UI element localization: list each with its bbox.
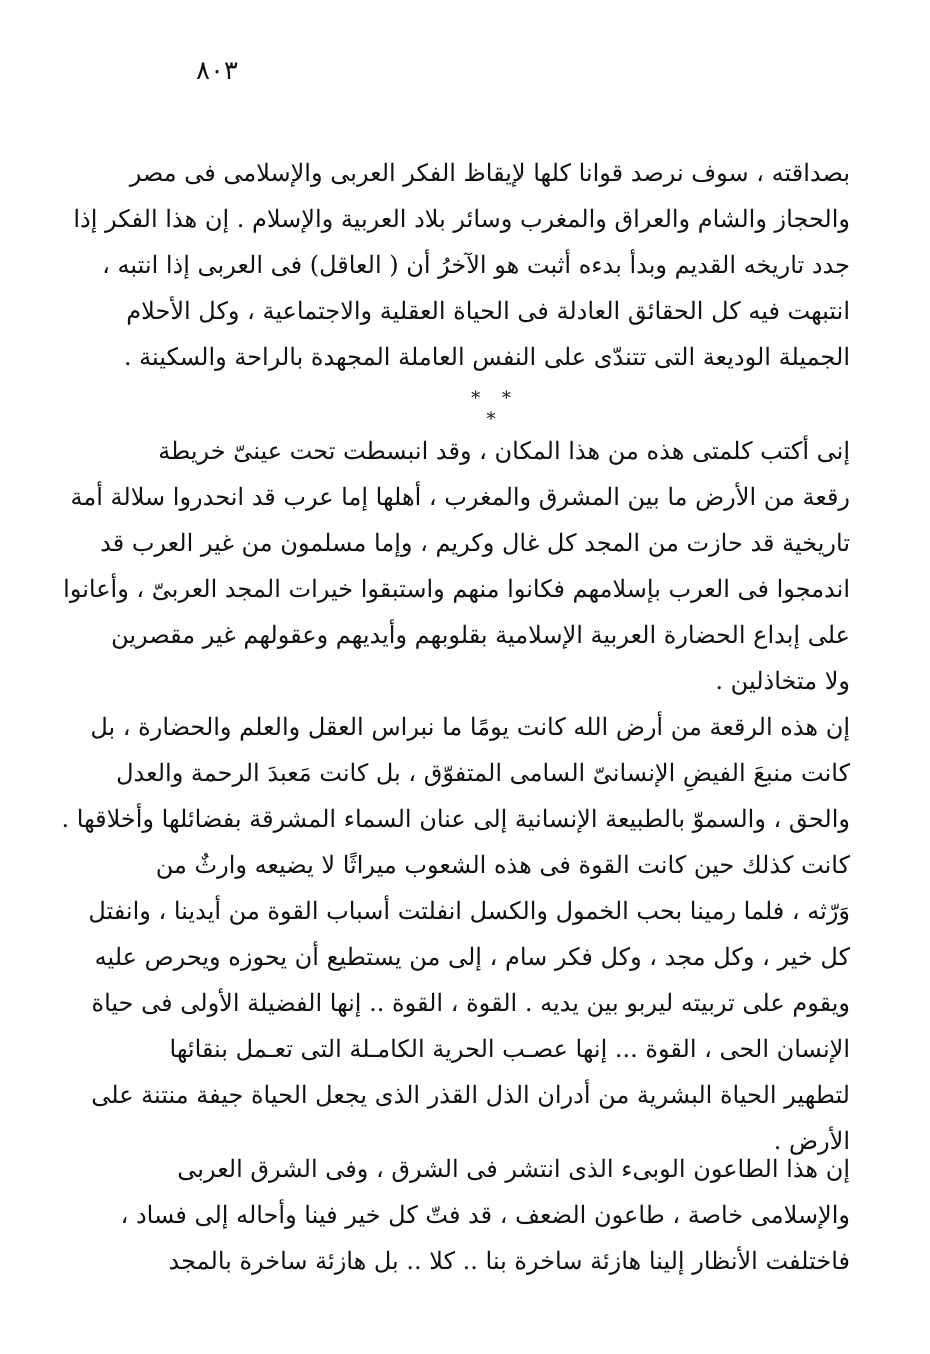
paragraph-line: وَرّثه ، فلما رمينا بحب الخمول والكسل انفلتت أسباب القوة من أيدينا ، وانفتل <box>88 897 850 925</box>
paragraph-line: ولا متخاذلين . <box>715 667 850 695</box>
paragraph-line: فاختلفت الأنظار إلينا هازئة ساخرة بنا .. كلا .. بل هازئة ساخرة بالمجد <box>168 1247 850 1275</box>
paragraph-line: والإسلامى خاصة ، طاعون الضعف ، قد فتّ كل خير فينا وأحاله إلى فساد ، <box>120 1201 850 1229</box>
paragraph-line: رقعة من الأرض ما بين المشرق والمغرب ، أهلها إما عرب قد انحدروا سلالة أمة <box>70 483 850 511</box>
paragraph-line: الأرض . <box>773 1127 850 1155</box>
paragraph-line: كل خير ، وكل مجد ، وكل فكر سام ، إلى من يستطيع أن يحوزه ويحرص عليه <box>94 943 850 971</box>
paragraph-line: تاريخية قد حازت من المجد كل غال وكريم ، وإما مسلمون من غير العرب قد <box>100 529 850 557</box>
paragraph-line: كانت كذلك حين كانت القوة فى هذه الشعوب ميراثًا لا يضيعه وارثٌ من <box>155 851 850 879</box>
paragraph-line: والحق ، والسموّ بالطبيعة الإنسانية إلى عنان السماء المشرقة بفضائلها وأخلاقها . <box>61 805 850 833</box>
paragraph-line: بصداقته ، سوف نرصد قوانا كلها لإيقاظ الفكر العربى والإسلامى فى مصر <box>129 159 850 187</box>
paragraph-line: ويقوم على تربيته ليربو بين يديه . القوة ، القوة .. إنها الفضيلة الأولى فى حياة <box>91 989 850 1017</box>
paragraph-line: إنى أكتب كلمتى هذه من هذا المكان ، وقد انبسطت تحت عينىّ خريطة <box>158 437 850 465</box>
paragraph-line: انتبهت فيه كل الحقائق العادلة فى الحياة العقلية والاجتماعية ، وكل الأحلام <box>126 297 850 325</box>
section-separator: * * * <box>471 388 519 430</box>
page-number: ٨٠٣ <box>196 56 238 86</box>
paragraph-line: جدد تاريخه القديم وبدأ بدءه أثبت هو الآخرُ أن ( العاقل) فى العربى إذا انتبه ، <box>102 251 850 279</box>
paragraph-line: الإنسان الحى ، القوة ... إنها عصـب الحرية الكامـلة التى تعـمل بنقائها <box>169 1035 850 1063</box>
paragraph-line: إن هذا الطاعون الوبىء الذى انتشر فى الشرق ، وفى الشرق العربى <box>177 1155 850 1183</box>
paragraph-line: على إبداع الحضارة العربية الإسلامية بقلوبهم وأيديهم وعقولهم غير مقصرين <box>111 621 850 649</box>
paragraph-line: والحجاز والشام والعراق والمغرب وسائر بلاد العربية والإسلام . إن هذا الفكر إذا <box>73 205 850 233</box>
paragraph-line: إن هذه الرقعة من أرض الله كانت يومًا ما نبراس العقل والعلم والحضارة ، بل <box>90 713 850 741</box>
paragraph-line: لتطهير الحياة البشرية من أدران الذل القذر الذى يجعل الحياة جيفة منتنة على <box>91 1081 850 1109</box>
paragraph-line: الجميلة الوديعة التى تتندّى على النفس العاملة المجهدة بالراحة والسكينة . <box>123 343 850 371</box>
paragraph-line: اندمجوا فى العرب بإسلامهم فكانوا منهم واستبقوا خيرات المجد العربىّ ، وأعانوا <box>63 575 850 603</box>
paragraph-line: كانت منبعَ الفيضِ الإنسانىّ السامى المتفوّق ، بل كانت مَعبدَ الرحمة والعدل <box>116 759 850 787</box>
